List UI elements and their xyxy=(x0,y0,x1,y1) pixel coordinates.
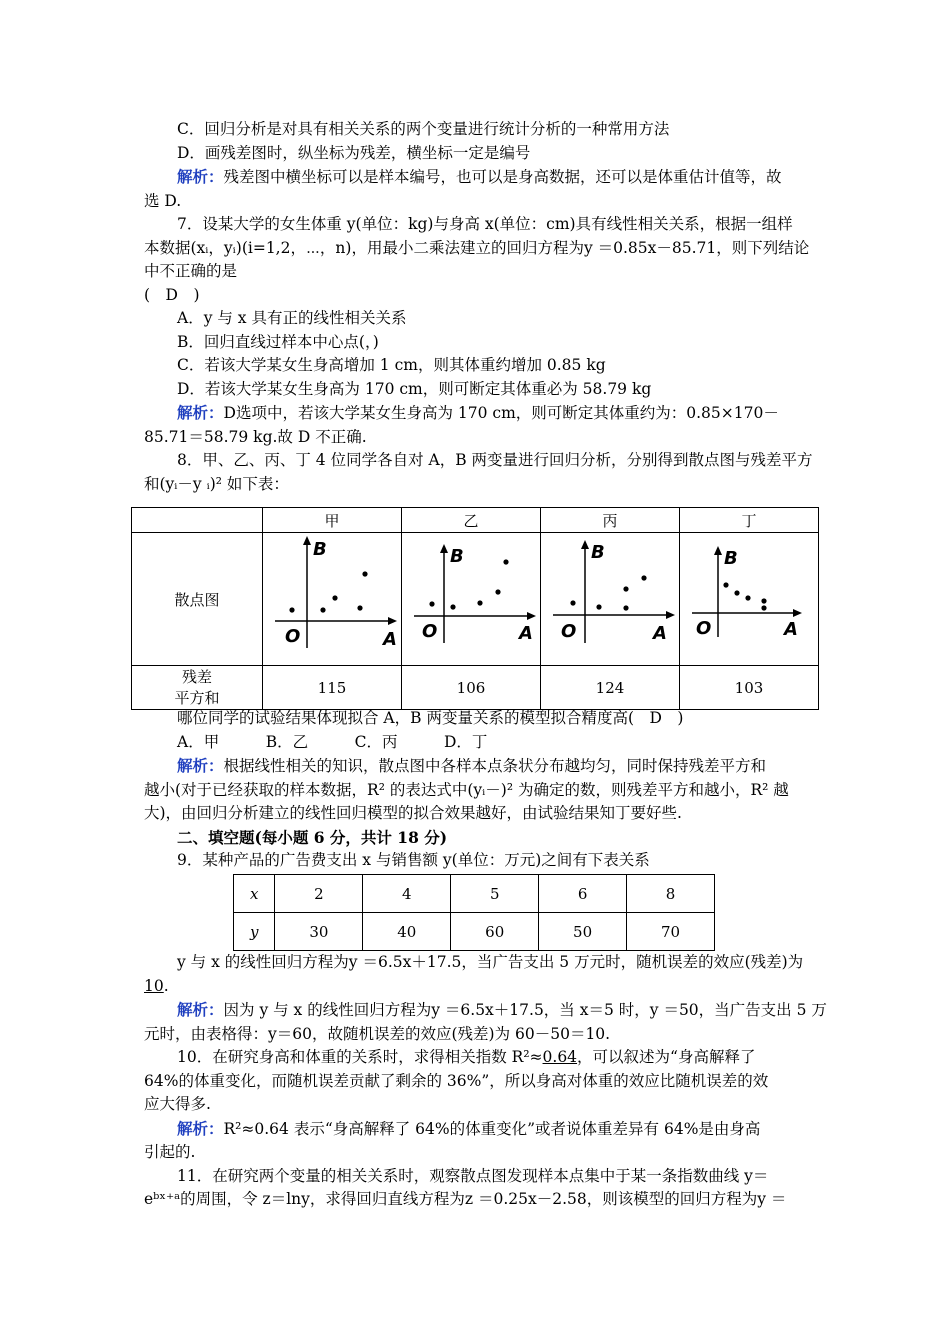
q9-stem: 9．某种产品的广告费支出 x 与销售额 y(单位：万元)之间有下表关系 xyxy=(177,851,650,869)
y-value: 40 xyxy=(363,913,451,951)
scatter-jia xyxy=(263,533,402,666)
row-label-scatter: 散点图 xyxy=(132,533,263,666)
scatter-point xyxy=(362,571,367,576)
axis-b-label: B xyxy=(450,546,464,567)
document-body-2 xyxy=(144,707,806,873)
q6-option-c: C．回归分析是对具有相关关系的两个变量进行统计分析的一种常用方法 xyxy=(177,120,670,138)
q7-option-a: A．y 与 x 具有正的线性相关关系 xyxy=(177,309,407,327)
q6-explanation: 解析：残差图中横坐标可以是样本编号，也可以是身高数据，还可以是体重估计值等，故 xyxy=(177,167,782,186)
q7-option-d: D．若该大学某女生身高为 170 cm，则可断定其体重必为 58.79 kg xyxy=(177,379,652,398)
q7-option-b: B．回归直线过样本中心点(，) xyxy=(177,332,379,351)
axis-o-label: O xyxy=(561,621,577,642)
explanation-label: 解析： xyxy=(177,167,224,186)
q9-explanation: 解析：因为 y 与 x 的线性回归方程为y ＝6.5x＋17.5，当 x＝5 时，y ＝50，当广告支出 5 万 xyxy=(177,1000,827,1019)
q10-explanation-cont: 引起的. xyxy=(144,1143,196,1161)
residual-yi: 106 xyxy=(402,666,541,710)
scatter-point xyxy=(570,600,575,605)
section-2-heading: 二、填空题(每小题 6 分，共计 18 分) xyxy=(177,827,448,847)
scatter-point xyxy=(761,598,766,603)
scatter-table xyxy=(131,507,819,710)
q7-answer: ( D ) xyxy=(144,285,200,304)
y-value: 30 xyxy=(275,913,363,951)
scatter-point xyxy=(495,589,500,594)
axis-o-label: O xyxy=(696,618,712,639)
scatter-point xyxy=(761,605,766,610)
x-value: 6 xyxy=(539,875,627,913)
scatter-point xyxy=(623,586,628,591)
residual-jia: 115 xyxy=(263,666,402,710)
explanation-label: 解析： xyxy=(177,1118,224,1138)
scatter-point xyxy=(623,605,628,610)
scatter-point xyxy=(332,595,337,600)
q8-stem-cont: 和(yᵢ－y ᵢ)² 如下表： xyxy=(144,474,289,493)
axis-a-label: A xyxy=(383,629,397,650)
q8-explanation-cont2: 大)，由回归分析建立的线性回归模型的拟合效果越好，由试验结果知丁要好些. xyxy=(144,804,682,822)
q8-explanation: 解析：根据线性相关的知识，散点图中各样本点条状分布越均匀，同时保持残差平方和 xyxy=(177,756,767,775)
axis-b-label: B xyxy=(591,542,605,563)
scatter-point xyxy=(450,604,455,609)
axis-o-label: O xyxy=(422,621,438,642)
q7-stem-cont2: 中不正确的是 xyxy=(144,262,238,280)
scatter-point xyxy=(723,582,728,587)
scatter-plot-jia xyxy=(263,533,401,661)
axis-o-label: O xyxy=(285,626,301,647)
x-value: 2 xyxy=(275,875,363,913)
x-value: 5 xyxy=(451,875,539,913)
scatter-plot-ding xyxy=(680,533,818,661)
q8-stem: 8．甲、乙、丙、丁 4 位同学各自对 A，B 两变量进行回归分析，分别得到散点图与残差平方 xyxy=(177,451,813,469)
explanation-label: 解析： xyxy=(177,403,224,422)
header-bing: 丙 xyxy=(541,508,680,533)
q8-ask: 哪位同学的试验结果体现拟合 A，B 两变量关系的模型拟合精度高( D ) xyxy=(177,709,684,727)
q9-regression: y 与 x 的线性回归方程为y ＝6.5x＋17.5，当广告支出 5 万元时，随机误差的效应(残差)为 xyxy=(177,953,804,971)
q6-explanation-cont: 选 D. xyxy=(144,191,182,210)
header-ding: 丁 xyxy=(680,508,819,533)
q7-stem: 7．设某大学的女生体重 y(单位：kg)与身高 x(单位：cm)具有线性相关关系，根据一组样 xyxy=(177,215,793,233)
y-value: 60 xyxy=(451,913,539,951)
table-corner xyxy=(132,508,263,533)
q11-stem-cont: eᵇˣ⁺ᵃ的周围，令 z＝lny，求得回归直线方程为z ＝0.25x－2.58，则该模型的回归方程为y ＝ xyxy=(144,1190,787,1208)
row-label-residual: 残差 平方和 xyxy=(132,666,263,710)
axis-b-label: B xyxy=(724,548,738,569)
axis-a-label: A xyxy=(653,623,667,644)
scatter-point xyxy=(596,604,601,609)
scatter-ding xyxy=(680,533,819,666)
x-header: x xyxy=(234,875,275,913)
document-body-3: y 与 x 的线性回归方程为y ＝6.5x＋17.5，当广告支出 5 万元时，随机误差的效应(残差)为 10. 解析：因为 y 与 x 的线性回归方程为y ＝6.5x＋17.5，当 x＝5 时，y ＝50，当广告支出 5 万 元时，由表格得：y＝60，故随机误差的效应(残差)为 60－50＝10. 10．在研究身高和体重的关系时，求得相关指数 R²≈0.64，可以叙述为“身高解释了 64%的体重变化，而随机误差贡献了剩余的 36%”，所以身高对体重的效应比随机误差的效 应大得多. 解析：R²≈0.64 表示“身高解释了 64%的体重变化”或者说体重差异有 64%是由身高 引起的. 11．在研究两个变量的相关关系时，观察散点图发现样本点集中于某一条指数曲线 y＝ eᵇˣ⁺ᵃ的周围，令 z＝lny，求得回归直线方程为z ＝0.25x－2.58，则该模型的回归方程为y ＝ xyxy=(144,951,806,1212)
axis-a-label: A xyxy=(784,619,798,640)
scatter-point xyxy=(477,600,482,605)
q8-explanation-cont: 越小(对于已经获取的样本数据，R² 的表达式中(yᵢ－)² 为确定的数，则残差平方和越小，R² 越 xyxy=(144,780,789,799)
q7-option-c: C．若该大学某女生身高增加 1 cm，则其体重约增加 0.85 kg xyxy=(177,356,606,374)
x-value: 4 xyxy=(363,875,451,913)
q10-explanation: 解析：R²≈0.64 表示“身高解释了 64%的体重变化”或者说体重差异有 64%是由身高 xyxy=(177,1118,761,1138)
residual-bing: 124 xyxy=(541,666,680,710)
q6-option-d: D．画残差图时，纵坐标为残差，横坐标一定是编号 xyxy=(177,143,531,162)
y-value: 50 xyxy=(539,913,627,951)
scatter-point xyxy=(357,605,362,610)
scatter-point xyxy=(320,607,325,612)
scatter-point xyxy=(641,575,646,580)
q10-stem-cont: 64%的体重变化，而随机误差贡献了剩余的 36%”，所以身高对体重的效应比随机误差的效 xyxy=(144,1071,769,1090)
x-value: 8 xyxy=(627,875,715,913)
q9-answer: 10 xyxy=(144,976,164,995)
scatter-plot-yi xyxy=(402,533,540,661)
scatter-plot-bing xyxy=(541,533,679,661)
q11-stem: 11．在研究两个变量的相关关系时，观察散点图发现样本点集中于某一条指数曲线 y＝ xyxy=(177,1166,769,1185)
axis-a-label: A xyxy=(519,623,533,644)
q10-answer: 0.64 xyxy=(542,1048,578,1066)
axis-b-label: B xyxy=(313,539,327,560)
explanation-label: 解析： xyxy=(177,756,224,775)
header-jia: 甲 xyxy=(263,508,402,533)
scatter-point xyxy=(745,595,750,600)
y-value: 70 xyxy=(627,913,715,951)
residual-ding: 103 xyxy=(680,666,819,710)
q8-options: A．甲 B．乙 C．丙 D．丁 xyxy=(177,732,488,751)
data-table xyxy=(233,874,715,951)
scatter-yi xyxy=(402,533,541,666)
y-header: y xyxy=(234,913,275,951)
q9-explanation-cont: 元时，由表格得：y＝60，故随机误差的效应(残差)为 60－50＝10. xyxy=(144,1024,611,1043)
explanation-label: 解析： xyxy=(177,1000,224,1019)
scatter-point xyxy=(503,559,508,564)
header-yi: 乙 xyxy=(402,508,541,533)
q10-stem-cont2: 应大得多. xyxy=(144,1095,211,1113)
q7-explanation: 解析：D选项中，若该大学某女生身高为 170 cm，则可断定其体重约为：0.85×170－ xyxy=(177,403,779,422)
scatter-point xyxy=(734,590,739,595)
scatter-point xyxy=(429,601,434,606)
q10-stem: 10．在研究身高和体重的关系时，求得相关指数 R²≈0.64，可以叙述为“身高解释了 xyxy=(177,1048,756,1066)
scatter-bing xyxy=(541,533,680,666)
document-body xyxy=(144,118,813,496)
scatter-point xyxy=(289,607,294,612)
q7-stem-cont: 本数据(xᵢ，yᵢ)(i=1,2，⋯，n)，用最小二乘法建立的回归方程为y ＝0.85x－85.71，则下列结论 xyxy=(144,238,810,257)
q7-explanation-cont: 85.71＝58.79 kg.故 D 不正确. xyxy=(144,427,367,446)
